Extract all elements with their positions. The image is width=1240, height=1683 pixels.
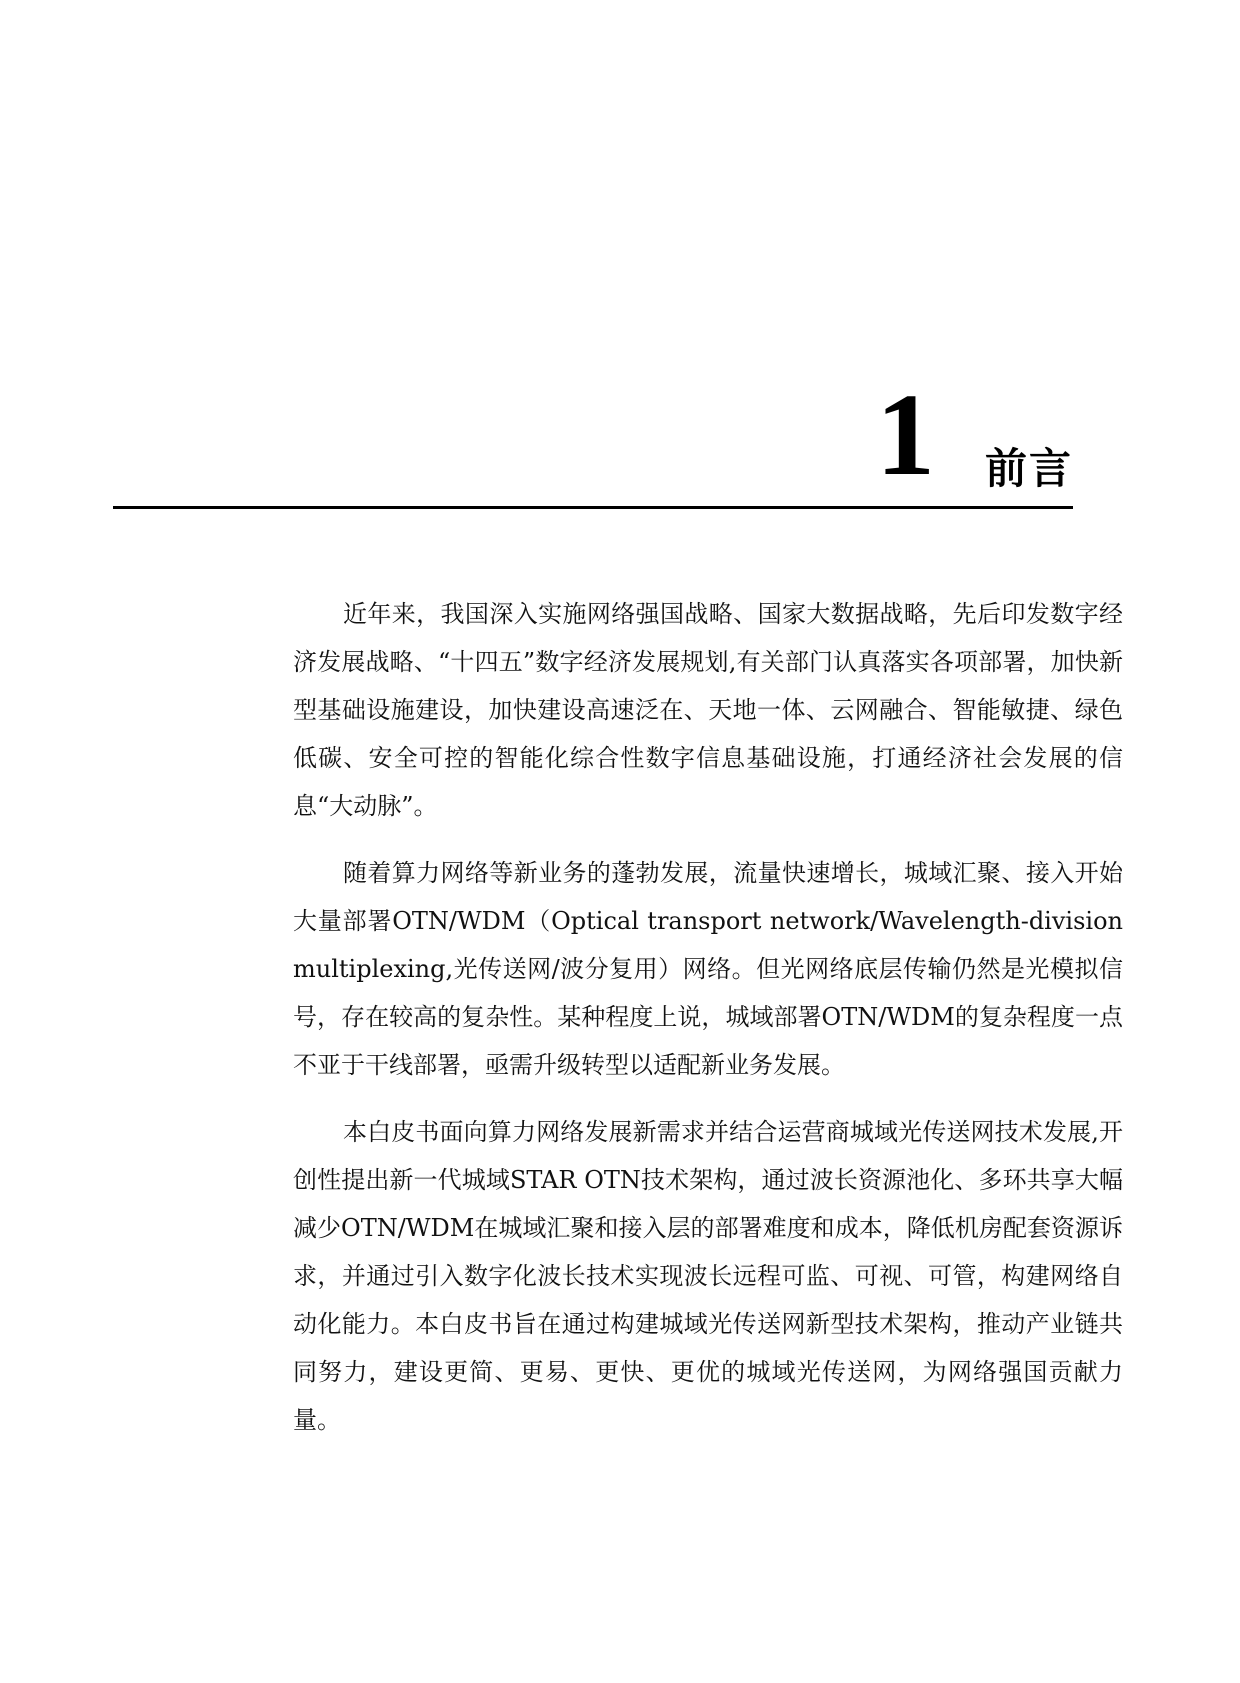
paragraph-otn-deployment: 随着算力网络等新业务的蓬勃发展，流量快速增长，城域汇聚、接入开始大量部署OTN/WDM（Optical transport network/Wavelength-division multiplexing,光传送网/波分复用）网络。但光网络底层传输仍然是光模拟信号，存在较高的复杂性。某种程度上说，城域部署OTN/WDM的复杂程度一点不亚于干线部署，亟需升级转型以适配新业务发展。 [293, 859, 1123, 1079]
chapter-title: 前言 [984, 444, 1073, 493]
chapter-divider [113, 506, 1073, 509]
body-text [293, 590, 1123, 1463]
paragraph-intro: 近年来，我国深入实施网络强国战略、国家大数据战略，先后印发数字经济发展战略、“十四五”数字经济发展规划,有关部门认真落实各项部署，加快新型基础设施建设，加快建设高速泛在、天地一体、云网融合、智能敏捷、绿色低碳、安全可控的智能化综合性数字信息基础设施，打通经济社会发展的信息“大动脉”。 [293, 600, 1123, 820]
paragraph-whitepaper-purpose: 本白皮书面向算力网络发展新需求并结合运营商城域光传送网技术发展,开创性提出新一代城域STAR OTN技术架构，通过波长资源池化、多环共享大幅减少OTN/WDM在城域汇聚和接入层的部署难度和成本，降低机房配套资源诉求，并通过引入数字化波长技术实现波长远程可监、可视、可管，构建网络自动化能力。本白皮书旨在通过构建城域光传送网新型技术架构，推动产业链共同努力，建设更简、更易、更快、更优的城域光传送网，为网络强国贡献力量。 [293, 1118, 1123, 1434]
chapter-header [113, 370, 1073, 510]
chapter-number: 1 [876, 369, 935, 500]
